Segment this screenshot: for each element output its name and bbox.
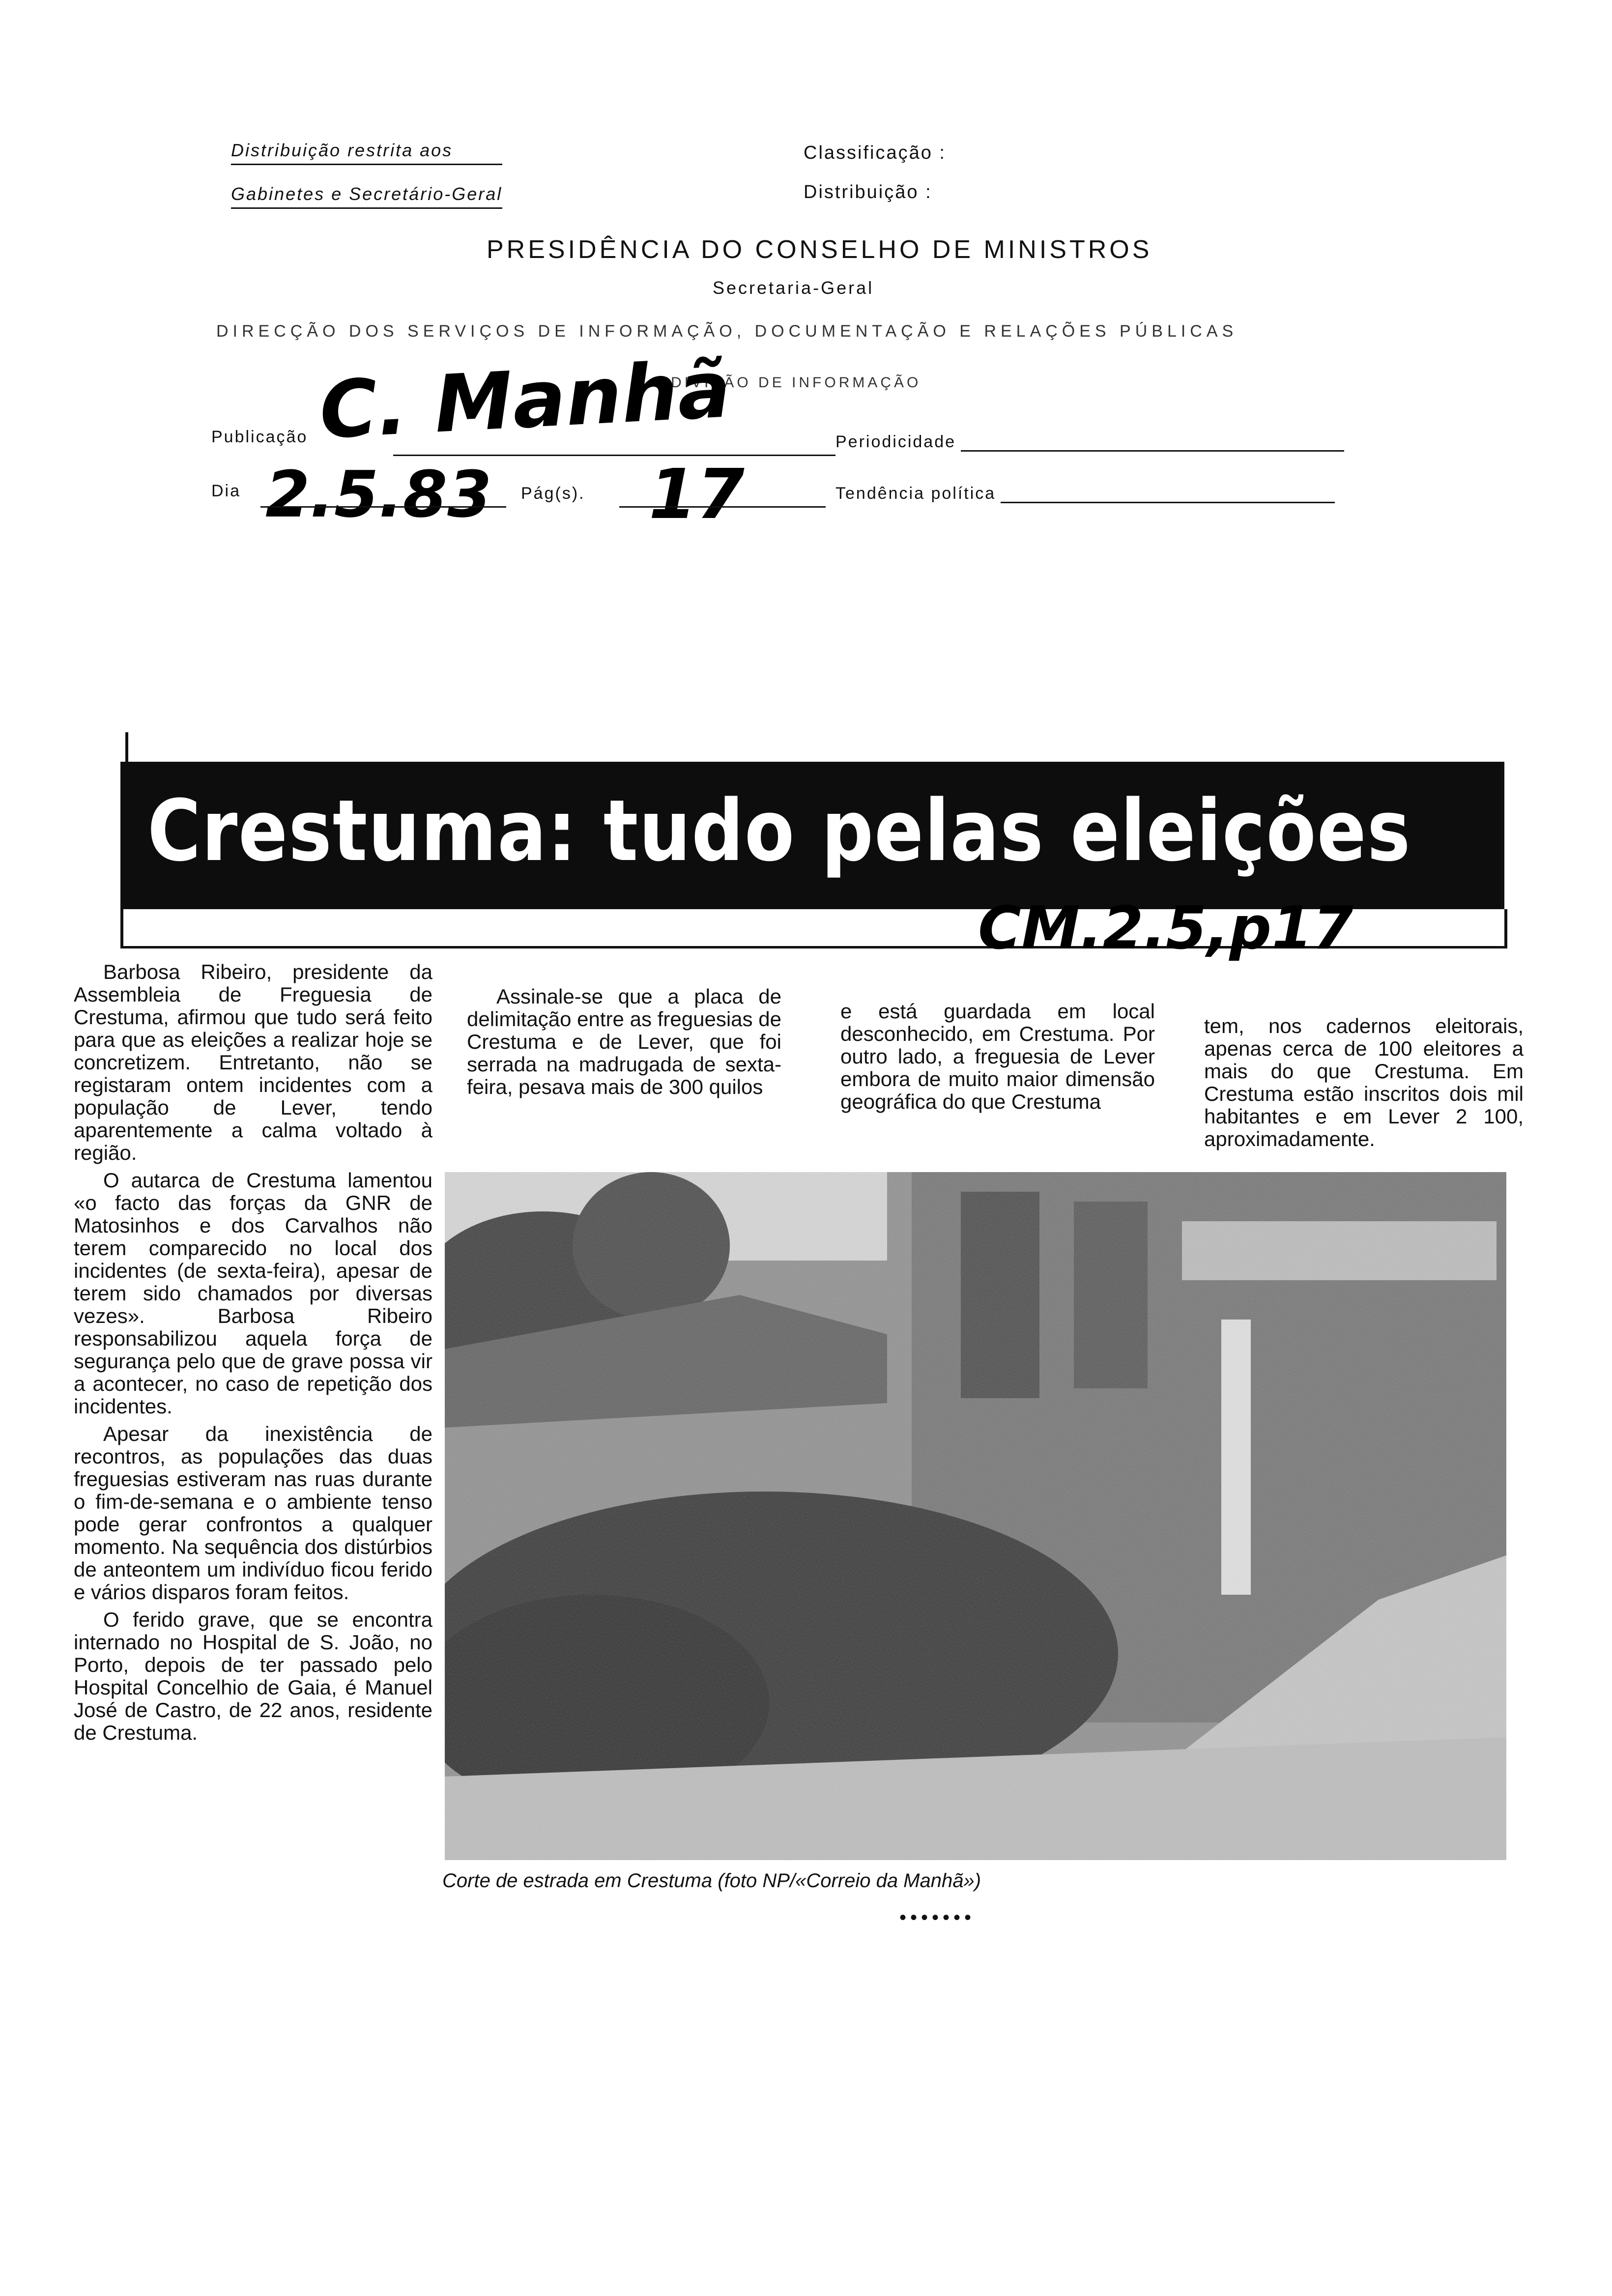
- headline: Crestuma: tudo pelas eleições: [147, 781, 1411, 880]
- political-tendency-label: Tendência política: [835, 484, 996, 503]
- day-field: [211, 482, 241, 501]
- periodicity-field: [835, 432, 1344, 452]
- presidency-title: PRESIDÊNCIA DO CONSELHO DE MINISTROS: [487, 235, 1152, 264]
- pages-label: Pág(s).: [521, 484, 585, 503]
- article-column-4: [1204, 1015, 1524, 1155]
- handwritten-reference: CM.2.5,p17: [978, 894, 1354, 963]
- column-3-text: e está guardada em local desconhecido, em Crestuma. Por outro lado, a freguesia de Lever embora de muito maior dimensão geográfica do que Crestuma: [840, 1000, 1155, 1113]
- clipping-edge-mark: [125, 732, 128, 764]
- day-label: Dia: [211, 482, 241, 500]
- directorate-title: DIRECÇÃO DOS SERVIÇOS DE INFORMAÇÃO, DOCUMENTAÇÃO E RELAÇÕES PÚBLICAS: [216, 322, 1238, 341]
- restriction-note: [231, 140, 502, 209]
- publication-line: [393, 455, 835, 456]
- paragraph-2: O autarca de Crestuma lamentou «o facto das forças da GNR de Matosinhos e dos Carvalhos não terem comparecido no local dos incidentes (de sexta-feira), apesar de terem sido chamados por diversas vezes». Barbosa Ribeiro responsabilizou aquela força de segurança pelo que de grave possa vir a acontecer, no caso de repetição dos incidentes.: [74, 1169, 432, 1418]
- distribution-label: Distribuição :: [804, 182, 932, 202]
- paragraph-3: Apesar da inexistência de recontros, as populações das duas freguesias estiveram nas ruas durante o fim-de-semana e o ambiente tenso pode gerar confrontos a qualquer momento. Na sequência dos distúrbios de anteontem um indivíduo ficou ferido e vários disparos foram feitos.: [74, 1422, 432, 1604]
- periodicity-label: Periodicidade: [835, 432, 956, 451]
- day-line: [260, 506, 506, 508]
- restriction-line-2: Gabinetes e Secretário-Geral: [231, 184, 502, 209]
- photo-road-block: [445, 1172, 1506, 1860]
- paragraph-1: Barbosa Ribeiro, presidente da Assembleia de Freguesia de Crestuma, afirmou que tudo será feito para que as eleições a realizar hoje se concretizem. Entretanto, não se registaram ontem incidentes com a população de Lever, tendo aparentemente a calma voltado à região.: [74, 960, 432, 1164]
- secretariat-title: Secretaria-Geral: [713, 278, 874, 298]
- pages-handwritten: 17: [649, 455, 745, 535]
- day-handwritten: 2.5.83: [265, 457, 492, 532]
- article-column-1: [74, 961, 432, 1749]
- article-column-2: [467, 985, 781, 1103]
- publication-label: Publicação: [211, 428, 308, 446]
- news-photo: [445, 1172, 1506, 1860]
- restriction-line-1: Distribuição restrita aos: [231, 140, 502, 165]
- pages-line: [619, 506, 826, 508]
- periodicity-line: [961, 450, 1344, 452]
- division-title: DIVISÃO DE INFORMAÇÃO: [671, 374, 921, 391]
- paragraph-4: O ferido grave, que se encontra internado no Hospital de S. João, no Porto, depois de ter passado pelo Hospital Concelhio de Gaia, é Manuel José de Castro, de 22 anos, residente de Crestuma.: [74, 1608, 432, 1744]
- political-tendency-line: [1001, 501, 1335, 503]
- trailing-dots: •••••••: [899, 1907, 976, 1928]
- classification-label: Classificação :: [804, 143, 946, 163]
- photo-caption: Corte de estrada em Crestuma (foto NP/«Correio da Manhã»): [442, 1870, 981, 1892]
- political-tendency-field: [835, 484, 1335, 503]
- article-column-3: [840, 1000, 1155, 1118]
- pages-field: [521, 484, 585, 503]
- publication-field: [211, 428, 308, 447]
- column-2-text: Assinale-se que a placa de delimitação entre as freguesias de Crestuma e de Lever, que foi serrada na madrugada de sexta-feira, pesava mais de 300 quilos: [467, 985, 781, 1098]
- column-4-text: tem, nos cadernos eleitorais, apenas cerca de 100 eleitores a mais do que Crestuma. Em Crestuma estão inscritos dois mil habitantes e em Lever 2 100, aproximadamente.: [1204, 1014, 1524, 1150]
- publication-handwritten: C. Manhã: [317, 343, 733, 457]
